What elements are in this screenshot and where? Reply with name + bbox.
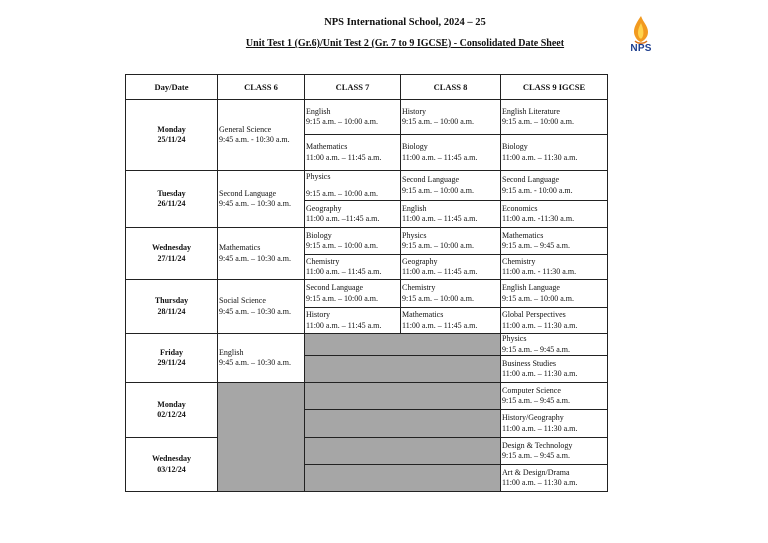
class-8-cell: Physics 9:15 a.m. – 10:00 a.m. (401, 228, 501, 255)
table-row (126, 171, 608, 201)
class-8-cell: History 9:15 a.m. – 10:00 a.m. (401, 100, 501, 135)
class-9-cell: English Literature 9:15 a.m. – 10:00 a.m. (501, 100, 608, 135)
class-7-cell: Geography 11:00 a.m. –11:45 a.m. (305, 201, 401, 228)
no-exam-cell (218, 383, 305, 492)
class-8-cell: English 11:00 a.m. – 11:45 a.m. (401, 201, 501, 228)
table-row (126, 228, 608, 255)
date-sheet-table (125, 74, 608, 492)
day-date-cell: Wednesday 03/12/24 (126, 438, 218, 492)
class-8-cell: Geography 11:00 a.m. – 11:45 a.m. (401, 255, 501, 280)
class-9-cell: Art & Design/Drama 11:00 a.m. – 11:30 a.m. (501, 465, 608, 492)
day-date-cell: Monday 02/12/24 (126, 383, 218, 438)
class-6-cell: General Science 9:45 a.m. - 10:30 a.m. (218, 100, 305, 171)
header-class-6: CLASS 6 (218, 75, 305, 100)
class-8-cell: Chemistry 9:15 a.m. – 10:00 a.m. (401, 280, 501, 308)
header-day-date: Day/Date (126, 75, 218, 100)
class-7-cell: Physics 9:15 a.m. – 10:00 a.m. (305, 171, 401, 201)
class-9-cell: Chemistry 11:00 a.m. - 11:30 a.m. (501, 255, 608, 280)
class-9-cell: Mathematics 9:15 a.m. – 9:45 a.m. (501, 228, 608, 255)
nps-logo-text: NPS (630, 43, 652, 54)
class-7-cell: Biology 9:15 a.m. – 10:00 a.m. (305, 228, 401, 255)
class-9-cell: Economics 11:00 a.m. -11:30 a.m. (501, 201, 608, 228)
class-9-cell: Biology 11:00 a.m. – 11:30 a.m. (501, 135, 608, 171)
day-date-cell: Thursday 28/11/24 (126, 280, 218, 334)
day-date-cell: Tuesday 26/11/24 (126, 171, 218, 228)
header-class-9-igcse: CLASS 9 IGCSE (501, 75, 608, 100)
table-row (126, 334, 608, 356)
class-7-cell: Mathematics 11:00 a.m. – 11:45 a.m. (305, 135, 401, 171)
class-9-cell: Design & Technology 9:15 a.m. – 9:45 a.m. (501, 438, 608, 465)
class-6-cell: English 9:45 a.m. – 10:30 a.m. (218, 334, 305, 383)
class-9-cell: Global Perspectives 11:00 a.m. – 11:30 a.m. (501, 308, 608, 334)
class-6-cell: Social Science 9:45 a.m. – 10:30 a.m. (218, 280, 305, 334)
table-row (126, 280, 608, 308)
class-9-cell: Second Language 9:15 a.m. - 10:00 a.m. (501, 171, 608, 201)
no-exam-cell (305, 438, 501, 465)
table-row (126, 383, 608, 410)
class-8-cell: Mathematics 11:00 a.m. – 11:45 a.m. (401, 308, 501, 334)
document-title: NPS International School, 2024 – 25 (324, 17, 486, 28)
no-exam-cell (305, 334, 501, 356)
class-7-cell: Chemistry 11:00 a.m. – 11:45 a.m. (305, 255, 401, 280)
class-6-cell: Second Language 9:45 a.m. – 10:30 a.m. (218, 171, 305, 228)
table-row (126, 100, 608, 135)
class-9-cell: Business Studies 11:00 a.m. – 11:30 a.m. (501, 356, 608, 383)
class-9-cell: Physics 9:15 a.m. – 9:45 a.m. (501, 334, 608, 356)
header-class-7: CLASS 7 (305, 75, 401, 100)
class-8-cell: Second Language 9:15 a.m. – 10:00 a.m. (401, 171, 501, 201)
day-date-cell: Friday 29/11/24 (126, 334, 218, 383)
class-9-cell: English Language 9:15 a.m. – 10:00 a.m. (501, 280, 608, 308)
table-row (126, 438, 608, 465)
table-header-row (126, 75, 608, 100)
no-exam-cell (305, 465, 501, 492)
no-exam-cell (305, 410, 501, 438)
class-9-cell: History/Geography 11:00 a.m. – 11:30 a.m. (501, 410, 608, 438)
header-class-8: CLASS 8 (401, 75, 501, 100)
class-7-cell: English 9:15 a.m. – 10:00 a.m. (305, 100, 401, 135)
class-9-cell: Computer Science 9:15 a.m. – 9:45 a.m. (501, 383, 608, 410)
document-subtitle: Unit Test 1 (Gr.6)/Unit Test 2 (Gr. 7 to 9 IGCSE) - Consolidated Date Sheet (245, 38, 565, 49)
day-date-cell: Wednesday 27/11/24 (126, 228, 218, 280)
day-date-cell: Monday 25/11/24 (126, 100, 218, 171)
no-exam-cell (305, 356, 501, 383)
class-7-cell: History 11:00 a.m. – 11:45 a.m. (305, 308, 401, 334)
class-7-cell: Second Language 9:15 a.m. – 10:00 a.m. (305, 280, 401, 308)
class-6-cell: Mathematics 9:45 a.m. – 10:30 a.m. (218, 228, 305, 280)
class-8-cell: Biology 11:00 a.m. – 11:45 a.m. (401, 135, 501, 171)
no-exam-cell (305, 383, 501, 410)
